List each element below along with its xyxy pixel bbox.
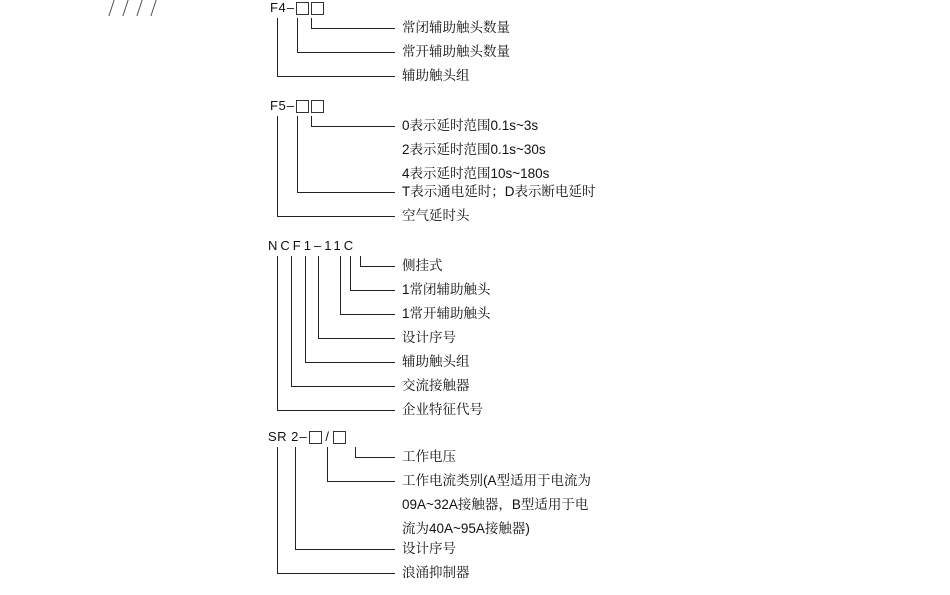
decorative-hatch-marks (112, 0, 172, 20)
label-sr2-1: 工作电压 (402, 449, 456, 464)
leader-f4-3-h (277, 76, 395, 77)
code-sr2 (268, 429, 347, 444)
label-f5-5: 空气延时头 (402, 208, 470, 223)
label-sr2-2a: 工作电流类别(A型适用于电流为 (402, 473, 591, 488)
leader-sr2-1-v (355, 447, 356, 457)
label-ncf-6: 交流接触器 (402, 378, 470, 393)
label-f5-3: 4表示延时范围10s~180s (402, 166, 550, 181)
leader-sr2-3-h (295, 549, 395, 550)
code-ncf-char-5: – (313, 238, 325, 253)
code-f4-square-1 (296, 2, 309, 15)
leader-ncf-1-h (360, 266, 395, 267)
label-sr2-2b: 09A~32A接触器，B型适用于电 (402, 497, 589, 512)
leader-sr2-1-h (355, 457, 395, 458)
code-sr2-dash: – (299, 429, 308, 444)
leader-ncf-5-h (305, 362, 395, 363)
label-f4-2: 常开辅助触头数量 (402, 44, 510, 59)
leader-ncf-4-v (318, 256, 319, 338)
code-f5-dash: – (286, 98, 295, 113)
code-ncf-char-7: 1 (333, 238, 344, 253)
leader-f5-5-h (277, 216, 395, 217)
code-sr2-slash: / (325, 429, 330, 444)
code-ncf-char-8: C (343, 238, 357, 253)
leader-ncf-6-h (291, 386, 395, 387)
label-f5-1: 0表示延时范围0.1s~3s (402, 118, 539, 133)
code-ncf-char-2: C (280, 238, 293, 253)
label-sr2-2c: 流为40A~95A接触器) (402, 521, 530, 536)
leader-f4-1-h (311, 28, 395, 29)
label-f4-3: 辅助触头组 (402, 68, 470, 83)
leader-ncf-2-h (350, 290, 395, 291)
code-f5-square-1 (296, 100, 309, 113)
code-sr2-text: SR 2 (268, 429, 299, 444)
leader-sr2-4-h (277, 573, 395, 574)
code-f5-text: F5 (270, 98, 287, 113)
code-f4-dash: – (286, 0, 295, 15)
leader-sr2-3-v (295, 447, 296, 549)
leader-ncf-2-v (350, 256, 351, 290)
leader-f4-3-v (277, 18, 278, 76)
leader-f4-1-v (311, 18, 312, 28)
label-sr2-4: 浪涌抑制器 (402, 565, 470, 580)
leader-f5-4-v (297, 116, 298, 192)
code-ncf-char-4: 1 (303, 238, 314, 253)
leader-f5-1-v (311, 116, 312, 126)
leader-f5-1-h (311, 126, 395, 127)
code-f5-square-2 (311, 100, 324, 113)
label-f4-1: 常闭辅助触头数量 (402, 20, 510, 35)
code-ncf-char-6: 1 (324, 238, 334, 253)
leader-f5-5-v (277, 116, 278, 216)
leader-sr2-2-h (327, 481, 395, 482)
code-ncf-char-3: F (292, 238, 304, 253)
leader-ncf-3-v (340, 256, 341, 314)
label-sr2-3: 设计序号 (402, 541, 456, 556)
label-ncf-5: 辅助触头组 (402, 354, 470, 369)
leader-f4-2-h (297, 52, 395, 53)
leader-ncf-1-v (360, 256, 361, 266)
code-ncf (268, 238, 356, 253)
code-f4-square-2 (311, 2, 324, 15)
leader-sr2-2-v (327, 447, 328, 481)
code-sr2-square-2 (333, 431, 346, 444)
code-ncf-char-1: N (268, 238, 281, 253)
leader-ncf-5-v (305, 256, 306, 362)
leader-sr2-4-v (277, 447, 278, 573)
leader-ncf-4-h (318, 338, 395, 339)
label-f5-2: 2表示延时范围0.1s~30s (402, 142, 546, 157)
code-f5 (270, 98, 325, 113)
label-ncf-2: 1常闭辅助触头 (402, 282, 491, 297)
leader-f4-2-v (297, 18, 298, 52)
code-sr2-square-1 (309, 431, 322, 444)
leader-ncf-7-v (277, 256, 278, 410)
label-ncf-7: 企业特征代号 (402, 402, 483, 417)
label-ncf-4: 设计序号 (402, 330, 456, 345)
leader-ncf-7-h (277, 410, 395, 411)
label-ncf-3: 1常开辅助触头 (402, 306, 491, 321)
leader-ncf-6-v (291, 256, 292, 386)
leader-f5-4-h (297, 192, 395, 193)
leader-ncf-3-h (340, 314, 395, 315)
label-f5-4: T表示通电延时；D表示断电延时 (402, 184, 596, 199)
code-f4-text: F4 (270, 0, 287, 15)
code-f4 (270, 0, 325, 15)
label-ncf-1: 侧挂式 (402, 258, 443, 273)
